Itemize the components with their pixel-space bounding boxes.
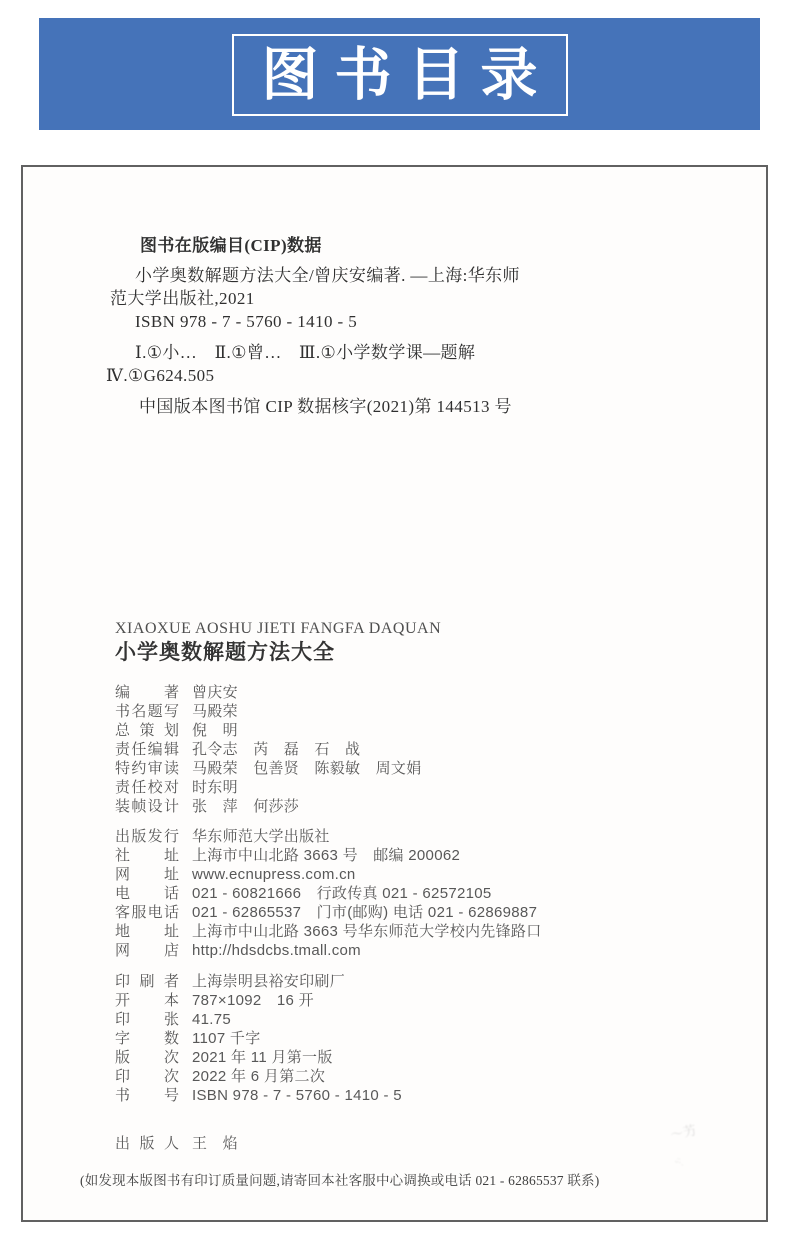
cip-isbn-line: ISBN 978 - 7 - 5760 - 1410 - 5 (135, 312, 358, 331)
cip-line: 范大学出版社,2021 (110, 289, 255, 308)
printing-value: 2022 年 6 月第二次 (192, 1068, 326, 1085)
credit-row (115, 740, 715, 759)
quality-note: (如发现本版图书有印订质量问题,请寄回本社客服中心调换或电话 021 - 62865537 联系) (80, 1173, 600, 1188)
credit-row (115, 759, 715, 778)
printing-section (115, 972, 715, 1105)
publisher-value: 上海市中山北路 3663 号 邮编 200062 (192, 847, 461, 864)
credit-row (115, 683, 715, 702)
publisher-label: 出版发行 (115, 828, 179, 845)
credit-value: 孔令志 芮 磊 石 战 (192, 741, 361, 758)
title-block (115, 620, 441, 666)
credit-label: 责任编辑 (115, 741, 179, 758)
publisher-row (115, 941, 715, 960)
printing-label: 印刷者 (115, 973, 179, 990)
credit-row (115, 721, 715, 740)
printing-label: 开本 (115, 992, 179, 1009)
publisher-person-value: 王 焰 (192, 1135, 238, 1152)
credit-value: 马殿荣 包善贤 陈毅敏 周文娟 (192, 760, 422, 777)
printing-label: 版次 (115, 1049, 179, 1066)
publisher-person-label: 出版人 (115, 1135, 179, 1152)
printing-label: 字数 (115, 1030, 179, 1047)
credit-row (115, 778, 715, 797)
publisher-row (115, 865, 715, 884)
publisher-value: 021 - 60821666 行政传真 021 - 62572105 (192, 885, 492, 902)
book-title: 小学奥数解题方法大全 (115, 641, 335, 664)
credit-value: 时东明 (192, 779, 238, 796)
publisher-label: 电话 (115, 885, 179, 902)
banner-title: 图书目录 (261, 43, 554, 107)
cip-classification-line: Ⅰ.①小… Ⅱ.①曾… Ⅲ.①小学数学课—题解 (135, 343, 476, 362)
publisher-row (115, 846, 715, 865)
printing-row (115, 991, 715, 1010)
credit-label: 编著 (115, 684, 179, 701)
printing-label: 书号 (115, 1087, 179, 1104)
printing-value: 787×1092 16 开 (192, 992, 314, 1009)
credit-value: 倪 明 (192, 722, 238, 739)
printing-label: 印次 (115, 1068, 179, 1085)
printing-value: ISBN 978 - 7 - 5760 - 1410 - 5 (192, 1087, 402, 1104)
printing-value: 2021 年 11 月第一版 (192, 1049, 333, 1066)
credit-label: 装帧设计 (115, 798, 179, 815)
publisher-value: 021 - 62865537 门市(邮购) 电话 021 - 62869887 (192, 904, 538, 921)
credit-value: 曾庆安 (192, 684, 238, 701)
printing-row (115, 1048, 715, 1067)
publisher-label: 客服电话 (115, 904, 179, 921)
scan-smudge: 〜艻 (668, 1122, 698, 1143)
credit-label: 特约审读 (115, 760, 179, 777)
credit-row (115, 702, 715, 721)
publisher-value: http://hdsdcbs.tmall.com (192, 942, 361, 959)
publisher-value: www.ecnupress.com.cn (192, 866, 356, 883)
credit-value: 马殿荣 (192, 703, 238, 720)
publisher-value: 上海市中山北路 3663 号华东师范大学校内先锋路口 (192, 923, 542, 940)
printing-value: 上海崇明县裕安印刷厂 (192, 973, 346, 990)
credit-label: 总策划 (115, 722, 179, 739)
printing-value: 1107 千字 (192, 1030, 261, 1047)
credit-label: 责任校对 (115, 779, 179, 796)
publisher-value: 华东师范大学出版社 (192, 828, 330, 845)
cip-header: 图书在版编目(CIP)数据 (140, 236, 322, 255)
book-copyright-page (21, 165, 768, 1222)
publisher-row (115, 922, 715, 941)
credit-row (115, 797, 715, 816)
publisher-section (115, 827, 715, 960)
banner-border-box (232, 34, 568, 116)
scan-smudge: ᵕ̈·. (674, 1156, 685, 1168)
printing-value: 41.75 (192, 1011, 232, 1028)
publisher-label: 社址 (115, 847, 179, 864)
cip-line: 小学奥数解题方法大全/曾庆安编著. —上海:华东师 (135, 266, 520, 285)
cip-classification-line: Ⅳ.①G624.505 (106, 366, 215, 385)
catalog-banner (39, 18, 760, 130)
printing-row (115, 972, 715, 991)
publisher-label: 网店 (115, 942, 179, 959)
publisher-row (115, 884, 715, 903)
publisher-label: 地址 (115, 923, 179, 940)
printing-row (115, 1067, 715, 1086)
credits-section (115, 683, 715, 816)
printing-row (115, 1029, 715, 1048)
cip-block (106, 234, 626, 418)
publisher-label: 网址 (115, 866, 179, 883)
printing-row (115, 1010, 715, 1029)
cip-registry-line: 中国版本图书馆 CIP 数据核字(2021)第 144513 号 (139, 397, 512, 416)
publisher-row (115, 827, 715, 846)
publisher-person-section (115, 1134, 715, 1153)
credit-label: 书名题写 (115, 703, 179, 720)
credit-value: 张 萍 何莎莎 (192, 798, 300, 815)
printing-row (115, 1086, 715, 1105)
publisher-row (115, 903, 715, 922)
publisher-person-row (115, 1134, 715, 1153)
printing-label: 印张 (115, 1011, 179, 1028)
pinyin-title: XIAOXUE AOSHU JIETI FANGFA DAQUAN (115, 620, 442, 637)
